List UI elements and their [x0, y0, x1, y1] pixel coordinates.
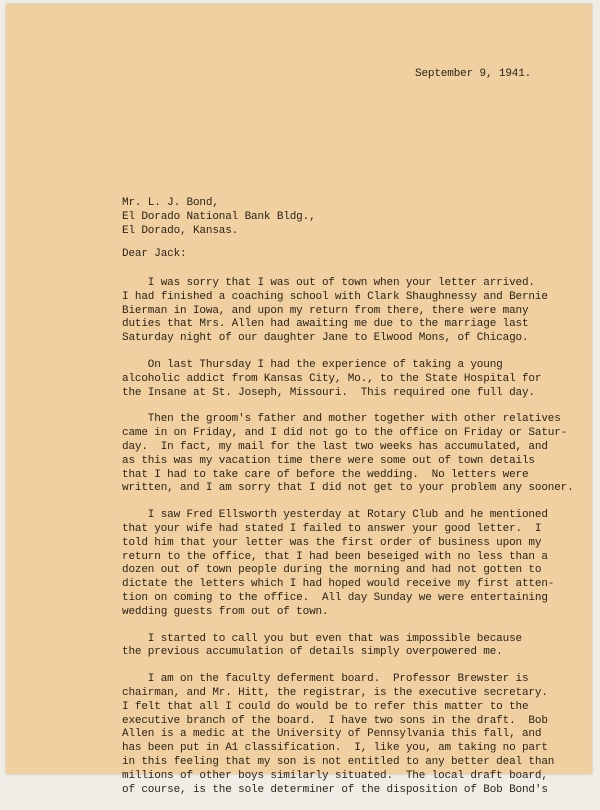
text-line: return to the office, that I had been beseiged with no less than a	[122, 550, 548, 563]
text-line: Then the groom's father and mother together with other relatives	[122, 413, 561, 426]
text-line: Allen is a medic at the University of Pennsylvania this fall, and	[122, 728, 542, 741]
paragraph	[122, 413, 574, 496]
paragraph	[122, 277, 548, 346]
text-line: tion on coming to the office. All day Sunday we were entertaining	[122, 591, 548, 604]
text-line: in this feeling that my son is not entitled to any better deal than	[122, 755, 555, 768]
text-line: I saw Fred Ellsworth yesterday at Rotary Club and he mentioned	[122, 509, 548, 522]
letter-page	[6, 4, 592, 796]
text-line: I started to call you but even that was impossible because	[122, 632, 522, 645]
text-line: day. In fact, my mail for the last two weeks has accumulated, and	[122, 440, 548, 453]
text-line: alcoholic addict from Kansas City, Mo., to the State Hospital for	[122, 372, 542, 385]
text-line: that your wife had stated I failed to answer your good letter. I	[122, 522, 542, 535]
text-line: as this was my vacation time there were some out of town details	[122, 454, 535, 467]
text-line: Saturday night of our daughter Jane to Elwood Mons, of Chicago.	[122, 332, 529, 345]
address-line: El Dorado National Bank Bldg.,	[122, 210, 316, 223]
paragraph	[122, 633, 542, 661]
text-line: executive branch of the board. I have two sons in the draft. Bob	[122, 714, 548, 727]
text-line: I had finished a coaching school with Clark Shaughnessy and Bernie	[122, 290, 548, 303]
text-line: told him that your letter was the first order of business upon my	[122, 536, 542, 549]
text-line: duties that Mrs. Allen had awaiting me due to the marriage last	[122, 318, 529, 331]
text-line: written, and I am sorry that I did not get to your problem any sooner.	[122, 482, 574, 495]
address-line: Mr. L. J. Bond,	[122, 197, 219, 209]
text-line: I felt that all I could do would be to refer this matter to the	[122, 700, 529, 713]
text-line: I was sorry that I was out of town when your letter arrived.	[122, 277, 535, 289]
text-line: chairman, and Mr. Hitt, the registrar, is the executive secretary.	[122, 686, 548, 699]
text-line: On last Thursday I had the experience of taking a young	[122, 358, 503, 371]
paragraph	[122, 509, 555, 619]
letter-body	[122, 264, 574, 810]
text-line: that I had to take care of before the wedding. No letters were	[122, 468, 529, 481]
text-line: came in on Friday, and I did not go to the office on Friday or Satur-	[122, 427, 568, 440]
address-line: El Dorado, Kansas.	[122, 224, 239, 237]
text-line: has been put in A1 classification. I, like you, am taking no part	[122, 742, 548, 755]
paragraph	[122, 673, 555, 797]
text-line: of course, is the sole determiner of the disposition of Bob Bond's	[122, 783, 548, 796]
paragraph	[122, 359, 542, 400]
text-line: dictate the letters which I had hoped would receive my first atten-	[122, 578, 555, 591]
text-line: the Insane at St. Joseph, Missouri. This required one full day.	[122, 386, 535, 399]
text-line: dozen out of town people during the morning and had not gotten to	[122, 564, 542, 577]
recipient-address	[122, 197, 316, 238]
text-line: Bierman in Iowa, and upon my return from there, there were many	[122, 304, 529, 317]
text-line: the previous accumulation of details simply overpowered me.	[122, 646, 503, 659]
salutation: Dear Jack:	[122, 248, 187, 260]
text-line: I am on the faculty deferment board. Professor Brewster is	[122, 673, 529, 686]
text-line: millions of other boys similarly situated. The local draft board,	[122, 769, 548, 782]
text-line: wedding guests from out of town.	[122, 605, 329, 618]
letter-date: September 9, 1941.	[415, 68, 532, 80]
